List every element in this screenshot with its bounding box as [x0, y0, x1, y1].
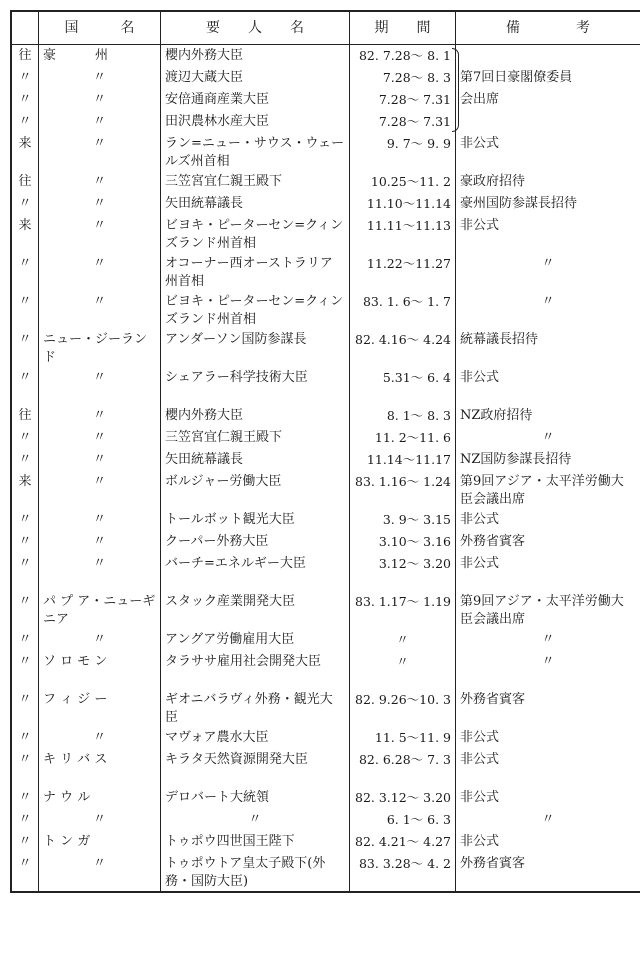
cell-period: 3.12～ 3.20	[350, 553, 456, 591]
cell-country: フ ィ ジ ー	[39, 689, 161, 727]
cell-direction: 〃	[11, 831, 39, 853]
cell-direction: 〃	[11, 853, 39, 892]
cell-note: 非公式	[456, 133, 640, 171]
cell-period: 3.10～ 3.16	[350, 531, 456, 553]
cell-note: 〃	[456, 651, 640, 689]
cell-period: 6. 1～ 6. 3	[350, 809, 456, 831]
cell-note: 豪政府招待	[456, 171, 640, 193]
cell-period: 82. 6.28～ 7. 3	[350, 749, 456, 787]
cell-note: 〃	[456, 427, 640, 449]
cell-country: 〃	[39, 405, 161, 427]
table-row	[11, 45, 640, 67]
cell-period: 〃	[350, 651, 456, 689]
cell-country: ニュー・ジーランド	[39, 329, 161, 367]
cell-person: アングア労働雇用大臣	[161, 629, 350, 651]
cell-direction: 来	[11, 133, 39, 171]
cell-person: 田沢農林水産大臣	[161, 111, 350, 133]
cell-country: 〃	[39, 367, 161, 405]
cell-person: ビヨキ・ピーターセン=クィンズランド州首相	[161, 215, 350, 253]
table-row	[11, 809, 640, 831]
cell-note: 非公式	[456, 509, 640, 531]
cell-person: トールボット観光大臣	[161, 509, 350, 531]
cell-country: 〃	[39, 67, 161, 89]
cell-period: 7.28～ 7.31	[350, 89, 456, 111]
cell-country: キ リ バ ス	[39, 749, 161, 787]
cell-period: 10.25～11. 2	[350, 171, 456, 193]
cell-person: スタック産業開発大臣	[161, 591, 350, 629]
cell-country: 〃	[39, 427, 161, 449]
cell-note: 外務省賓客	[456, 853, 640, 892]
cell-direction: 〃	[11, 509, 39, 531]
cell-note: NZ国防参謀長招待	[456, 449, 640, 471]
cell-period: 83. 3.28～ 4. 2	[350, 853, 456, 892]
cell-country: ト ン ガ	[39, 831, 161, 853]
cell-country: 豪 州	[39, 45, 161, 67]
cell-direction: 〃	[11, 449, 39, 471]
table-row	[11, 831, 640, 853]
cell-period: 〃	[350, 629, 456, 651]
cell-note: 〃	[456, 291, 640, 329]
cell-person: トゥポウトア皇太子殿下(外務・国防大臣)	[161, 853, 350, 892]
cell-person: 櫻内外務大臣	[161, 45, 350, 67]
table-row	[11, 133, 640, 171]
cell-period: 82. 7.28～ 8. 1	[350, 45, 456, 67]
cell-person: 〃	[161, 809, 350, 831]
cell-period: 82. 9.26～10. 3	[350, 689, 456, 727]
cell-person: 三笠宮宜仁親王殿下	[161, 427, 350, 449]
cell-period: 11.10～11.14	[350, 193, 456, 215]
cell-period: 8. 1～ 8. 3	[350, 405, 456, 427]
cell-period: 3. 9～ 3.15	[350, 509, 456, 531]
cell-person: ボルジャー労働大臣	[161, 471, 350, 509]
cell-direction: 往	[11, 171, 39, 193]
table-row	[11, 367, 640, 405]
cell-note: 非公式	[456, 727, 640, 749]
cell-direction: 〃	[11, 749, 39, 787]
cell-period: 9. 7～ 9. 9	[350, 133, 456, 171]
cell-period: 11. 2～11. 6	[350, 427, 456, 449]
table-row	[11, 853, 640, 892]
cell-person: タラササ雇用社会開発大臣	[161, 651, 350, 689]
table-row	[11, 329, 640, 367]
cell-period: 11.22～11.27	[350, 253, 456, 291]
cell-country: 〃	[39, 291, 161, 329]
cell-person: 櫻内外務大臣	[161, 405, 350, 427]
visits-table	[10, 10, 640, 893]
cell-note: NZ政府招待	[456, 405, 640, 427]
cell-period: 83. 1.16～ 1.24	[350, 471, 456, 509]
cell-country: 〃	[39, 111, 161, 133]
table-row	[11, 749, 640, 787]
cell-note: 第9回アジア・太平洋労働大臣会議出席	[456, 591, 640, 629]
cell-period: 11. 5～11. 9	[350, 727, 456, 749]
table-row	[11, 253, 640, 291]
header-period: 期 間	[350, 11, 456, 45]
cell-period: 82. 4.21～ 4.27	[350, 831, 456, 853]
cell-direction: 〃	[11, 367, 39, 405]
table-row	[11, 689, 640, 727]
cell-direction: 〃	[11, 531, 39, 553]
cell-direction: 〃	[11, 591, 39, 629]
table-row	[11, 67, 640, 89]
header-country: 国 名	[39, 11, 161, 45]
cell-direction: 〃	[11, 253, 39, 291]
cell-note: 会出席	[456, 89, 640, 111]
table-row	[11, 787, 640, 809]
cell-country: 〃	[39, 253, 161, 291]
cell-note: 非公式	[456, 215, 640, 253]
cell-country: 〃	[39, 531, 161, 553]
cell-direction: 〃	[11, 111, 39, 133]
cell-country: パ プ ア・ニューギニア	[39, 591, 161, 629]
cell-country: 〃	[39, 171, 161, 193]
cell-country: 〃	[39, 193, 161, 215]
cell-country: 〃	[39, 89, 161, 111]
cell-country: 〃	[39, 727, 161, 749]
cell-note: 第7回日豪閣僚委員	[456, 67, 640, 89]
cell-period: 82. 3.12～ 3.20	[350, 787, 456, 809]
cell-country: 〃	[39, 853, 161, 892]
cell-person: 三笠宮宜仁親王殿下	[161, 171, 350, 193]
cell-direction: 来	[11, 471, 39, 509]
cell-person: バーチ=エネルギー大臣	[161, 553, 350, 591]
cell-direction: 〃	[11, 193, 39, 215]
cell-person: アンダーソン国防参謀長	[161, 329, 350, 367]
cell-direction: 来	[11, 215, 39, 253]
header-person: 要 人 名	[161, 11, 350, 45]
cell-direction: 〃	[11, 727, 39, 749]
cell-note: 〃	[456, 253, 640, 291]
cell-country: 〃	[39, 449, 161, 471]
cell-direction: 〃	[11, 67, 39, 89]
cell-country: ナ ウ ル	[39, 787, 161, 809]
cell-country: 〃	[39, 215, 161, 253]
cell-direction: 〃	[11, 291, 39, 329]
cell-person: キラタ天然資源開発大臣	[161, 749, 350, 787]
cell-person: 安倍通商産業大臣	[161, 89, 350, 111]
table-row	[11, 629, 640, 651]
cell-direction: 〃	[11, 553, 39, 591]
cell-person: クーパー外務大臣	[161, 531, 350, 553]
cell-person: 矢田統幕議長	[161, 193, 350, 215]
cell-note: 非公式	[456, 367, 640, 405]
header-note: 備 考	[456, 11, 640, 45]
cell-period: 82. 4.16～ 4.24	[350, 329, 456, 367]
table-row	[11, 727, 640, 749]
cell-note: 非公式	[456, 553, 640, 591]
table-row	[11, 215, 640, 253]
cell-period: 83. 1. 6～ 1. 7	[350, 291, 456, 329]
cell-note: 外務省賓客	[456, 689, 640, 727]
cell-note: 〃	[456, 809, 640, 831]
table-row	[11, 427, 640, 449]
cell-direction: 〃	[11, 689, 39, 727]
cell-person: マヴォア農水大臣	[161, 727, 350, 749]
cell-note: 〃	[456, 629, 640, 651]
header-row	[11, 11, 640, 45]
cell-country: 〃	[39, 809, 161, 831]
cell-direction: 〃	[11, 89, 39, 111]
header-direction	[11, 11, 39, 45]
cell-note: 外務省賓客	[456, 531, 640, 553]
cell-country: 〃	[39, 553, 161, 591]
table-body	[11, 45, 640, 892]
cell-period: 7.28～ 7.31	[350, 111, 456, 133]
cell-note	[456, 45, 640, 67]
cell-direction: 〃	[11, 629, 39, 651]
cell-direction: 往	[11, 45, 39, 67]
cell-direction: 〃	[11, 787, 39, 809]
table-row	[11, 531, 640, 553]
table-row	[11, 89, 640, 111]
cell-period: 83. 1.17～ 1.19	[350, 591, 456, 629]
cell-direction: 〃	[11, 427, 39, 449]
table-row	[11, 291, 640, 329]
table-row	[11, 405, 640, 427]
cell-person: 矢田統幕議長	[161, 449, 350, 471]
cell-note: 第9回アジア・太平洋労働大臣会議出席	[456, 471, 640, 509]
table-row	[11, 591, 640, 629]
cell-person: デロバート大統領	[161, 787, 350, 809]
cell-country: ソ ロ モ ン	[39, 651, 161, 689]
table-row	[11, 171, 640, 193]
cell-direction: 往	[11, 405, 39, 427]
cell-note: 非公式	[456, 831, 640, 853]
cell-direction: 〃	[11, 651, 39, 689]
cell-country: 〃	[39, 471, 161, 509]
table-row	[11, 509, 640, 531]
cell-period: 11.11～11.13	[350, 215, 456, 253]
table-row	[11, 553, 640, 591]
cell-person: オコーナー西オーストラリア州首相	[161, 253, 350, 291]
cell-period: 5.31～ 6. 4	[350, 367, 456, 405]
cell-note: 非公式	[456, 749, 640, 787]
cell-person: ビヨキ・ピーターセン=クィンズランド州首相	[161, 291, 350, 329]
cell-country: 〃	[39, 629, 161, 651]
table-row	[11, 193, 640, 215]
cell-direction: 〃	[11, 329, 39, 367]
cell-person: 渡辺大蔵大臣	[161, 67, 350, 89]
cell-country: 〃	[39, 133, 161, 171]
cell-person: ラン=ニュー・サウス・ウェールズ州首相	[161, 133, 350, 171]
cell-direction: 〃	[11, 809, 39, 831]
cell-period: 11.14～11.17	[350, 449, 456, 471]
cell-period: 7.28～ 8. 3	[350, 67, 456, 89]
cell-person: トゥポウ四世国王陛下	[161, 831, 350, 853]
cell-note: 統幕議長招待	[456, 329, 640, 367]
cell-note: 豪州国防参謀長招待	[456, 193, 640, 215]
cell-person: シェアラー科学技術大臣	[161, 367, 350, 405]
table-row	[11, 449, 640, 471]
cell-person: ギオニバラヴィ外務・観光大臣	[161, 689, 350, 727]
cell-note	[456, 111, 640, 133]
table-row	[11, 111, 640, 133]
table-row	[11, 471, 640, 509]
cell-country: 〃	[39, 509, 161, 531]
cell-note: 非公式	[456, 787, 640, 809]
table-row	[11, 651, 640, 689]
